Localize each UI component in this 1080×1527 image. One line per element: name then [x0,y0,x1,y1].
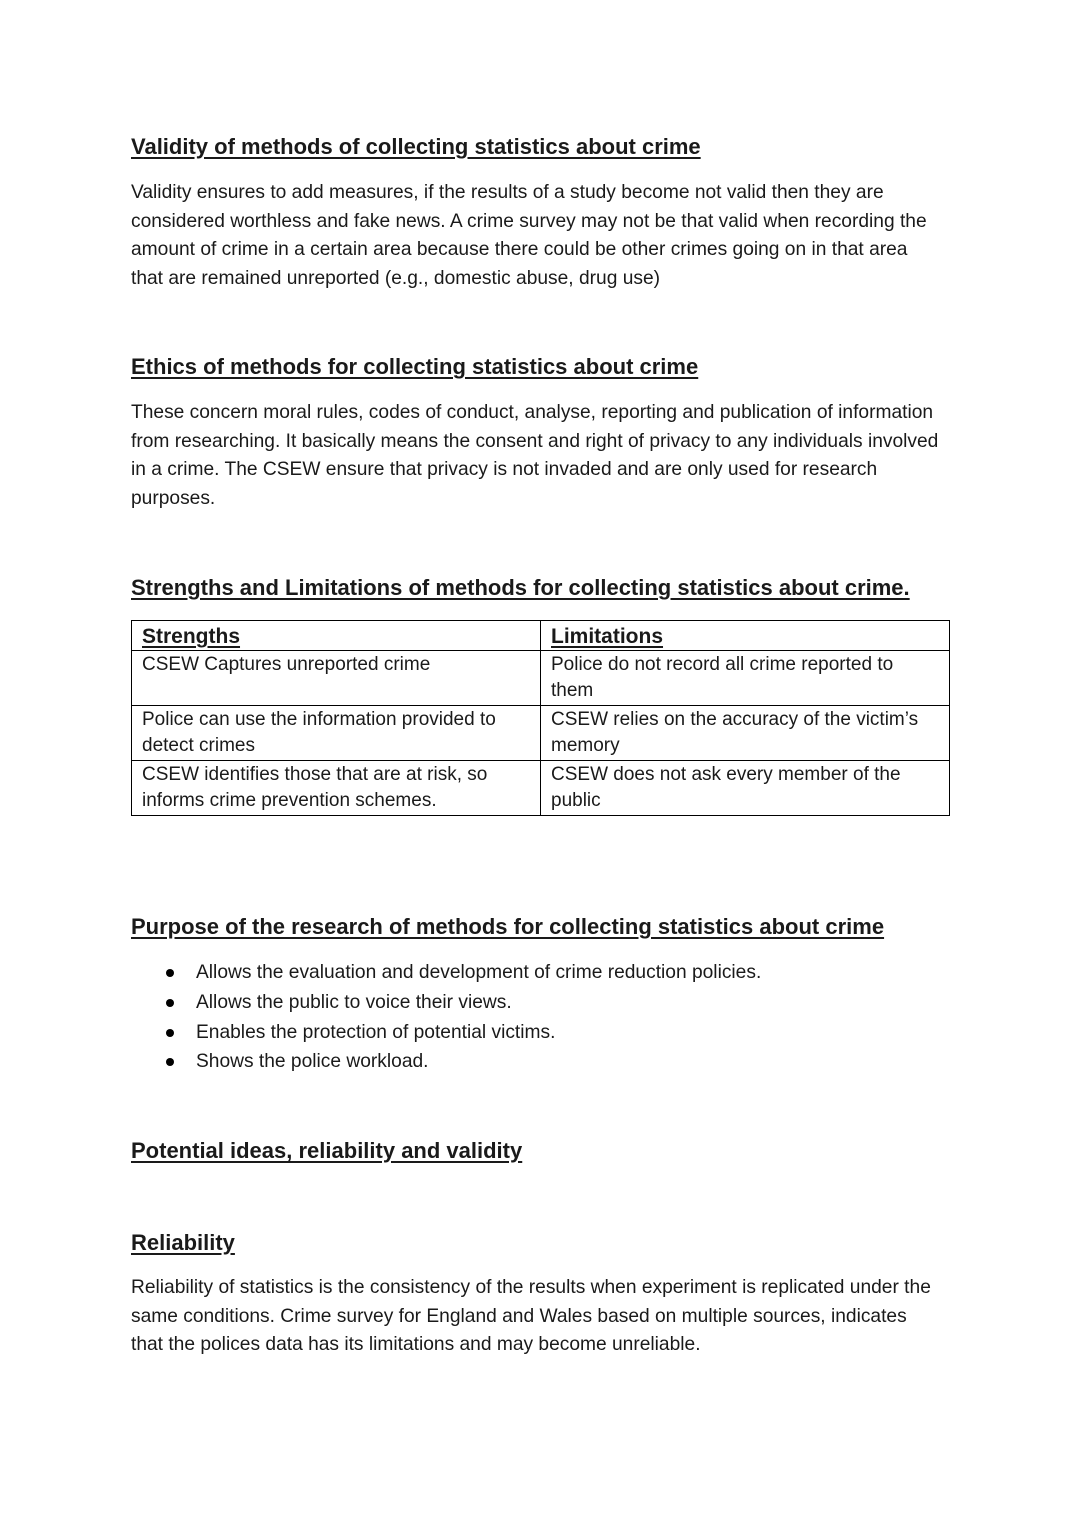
list-item [131,1047,761,1077]
limitation-cell: CSEW does not ask every member of the public [541,761,950,816]
purpose-heading: Purpose of the research of methods for collecting statistics about crime [131,914,885,939]
ethics-paragraph: These concern moral rules, codes of conduct, analyse, reporting and publication of information from researching. It basically means the consent and right of privacy to any individuals involved in a crime. The CSEW ensure that privacy is not invaded and are only used for research purposes. [131,402,939,509]
list-item [131,1018,761,1048]
table-row [132,706,950,761]
strength-cell: CSEW Captures unreported crime [132,651,541,706]
strengths-limitations-heading: Strengths and Limitations of methods for collecting statistics about crime. [131,575,910,600]
validity-paragraph: Validity ensures to add measures, if the results of a study become not valid then they are considered worthless and fake news. A crime survey may not be that valid when recording the amount of crime in a certain area because there could be other crimes going on in that area that are remained unreported (e.g., domestic abuse, drug use) [131,182,927,289]
reliability-heading: Reliability [131,1230,235,1255]
list-item-text: Allows the public to voice their views. [196,991,512,1013]
table-header-row [132,621,950,651]
list-item [131,958,761,988]
limitation-cell: Police do not record all crime reported to them [541,651,950,706]
bullet-icon [166,969,174,977]
table-row [132,651,950,706]
bullet-icon [166,999,174,1007]
strengths-limitations-table [131,620,950,816]
limitations-column-header: Limitations [541,621,950,651]
reliability-paragraph: Reliability of statistics is the consistency of the results when experiment is replicated under the same conditions. Crime survey for England and Wales based on multiple sources, indicates that the polices data has its limitations and may become unreliable. [131,1277,931,1356]
strength-cell: CSEW identifies those that are at risk, so informs crime prevention schemes. [132,761,541,816]
validity-heading: Validity of methods of collecting statistics about crime [131,134,701,159]
ethics-heading: Ethics of methods for collecting statistics about crime [131,354,699,379]
table-row [132,761,950,816]
potential-ideas-heading: Potential ideas, reliability and validity [131,1138,523,1163]
strength-cell: Police can use the information provided to detect crimes [132,706,541,761]
limitation-cell: CSEW relies on the accuracy of the victim’s memory [541,706,950,761]
strengths-column-header: Strengths [132,621,541,651]
list-item-text: Allows the evaluation and development of crime reduction policies. [196,962,762,983]
purpose-list [131,958,761,1077]
list-item-text: Enables the protection of potential victims. [196,1021,556,1043]
list-item-text: Shows the police workload. [196,1051,429,1073]
list-item [131,988,761,1018]
bullet-icon [166,1029,174,1037]
bullet-icon [166,1058,174,1066]
